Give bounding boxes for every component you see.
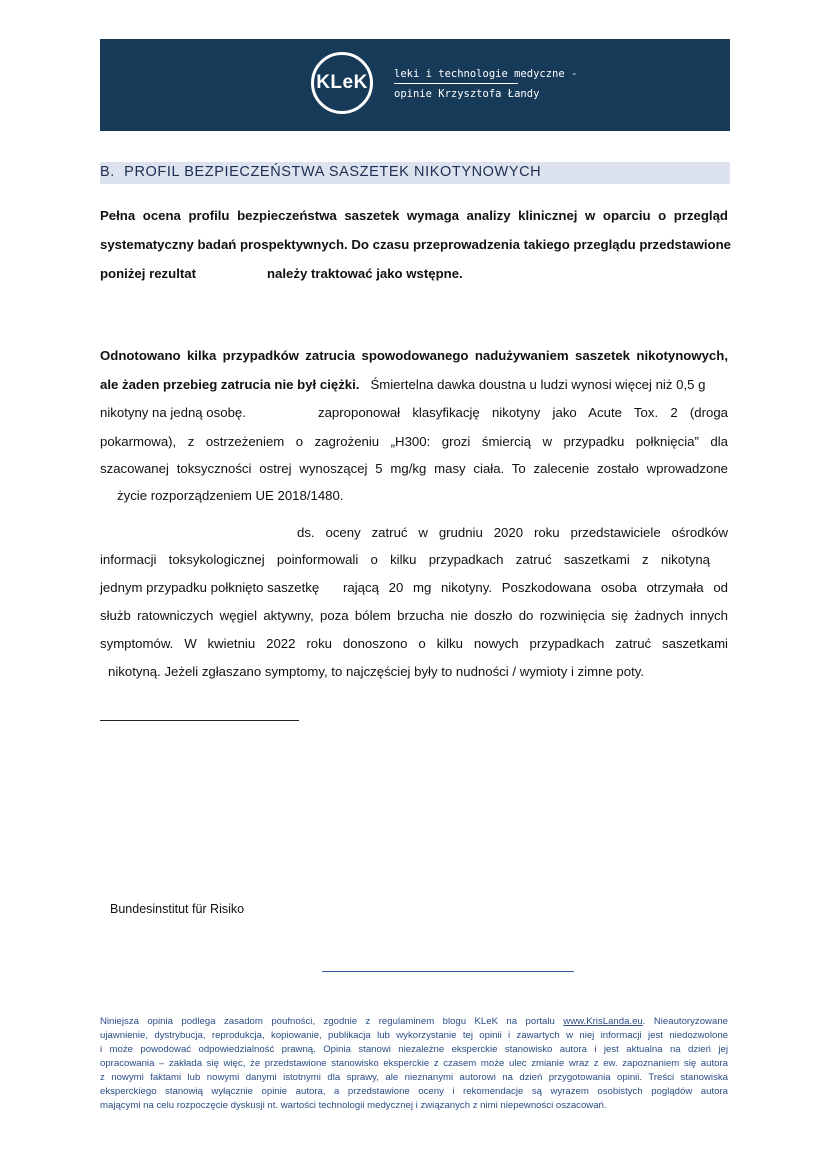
footer-line2: ujawnienie, dystrybucja, reprodukcja, kopiowanie, publikacja lub wykorzystanie tej opinii i zawartych w niej informacji jest niedozwolone (100, 1030, 728, 1041)
paragraph2-line1: Odnotowano kilka przypadków zatrucia spowodowanego nadużywaniem saszetek nikotynowych, (100, 348, 728, 363)
paragraph2-line3a: nikotyny na jedną osobę. (100, 405, 246, 420)
footnote-separator (100, 720, 299, 721)
paragraph1-line3b: należy traktować jako wstępne. (267, 266, 463, 281)
footer-line1-after: . Nieautoryzowane (642, 1016, 728, 1027)
logo-text: KLeK (316, 72, 368, 93)
footer-line7: mającymi na celu rozpoczęcie dyskusji nt. wartości technologii medycznej i związanych z nimi niepewności oszacowań. (100, 1100, 607, 1111)
paragraph2-line2-rest: Śmiertelna dawka doustna u ludzi wynosi więcej niż 0,5 g (370, 377, 706, 392)
klek-logo (311, 52, 373, 114)
paragraph1-line3a: poniżej rezultat (100, 266, 196, 281)
paragraph3-line3b: rającą 20 mg nikotyny. Poszkodowana osoba otrzymała od (343, 580, 728, 595)
paragraph2-line6: życie rozporządzeniem UE 2018/1480. (117, 488, 344, 503)
paragraph3-line6: nikotyną. Jeżeli zgłaszano symptomy, to najczęściej były to nudności / wymioty i zimne poty. (108, 664, 645, 679)
footer-line4: opracowania – zakłada się więc, że przedstawione stanowisko eksperckie z czasem może ulec zmianie wraz z ew. zapoznaniem się autora (100, 1058, 728, 1069)
tagline-line1: leki i technologie medyczne - (394, 68, 578, 80)
header-banner (100, 39, 730, 131)
footer-line6: eksperckiego stanowią wyłącznie opinie autora, a przedstawione oceny i rekomendacje są wyrazem osobistych poglądów autora (100, 1086, 728, 1097)
tagline-divider (394, 83, 518, 84)
section-heading (100, 162, 730, 184)
section-title: PROFIL BEZPIECZEŃSTWA SASZETEK NIKOTYNOWYCH (124, 164, 542, 180)
footer-line1 (100, 1015, 728, 1029)
footer-line5: z nowymi faktami lub nowymi danymi istotnymi dla sprawy, ale nieznanymi autorowi na dzień przygotowania opinii. Treści stanowiska (100, 1072, 728, 1083)
section-heading-text (100, 164, 541, 180)
tagline-line2: opinie Krzysztofa Łandy (394, 88, 540, 100)
paragraph2-line3b: zaproponował klasyfikację nikotyny jako Acute Tox. 2 (droga (318, 405, 728, 420)
paragraph3-line2: informacji toksykologicznej poinformowali o kilku przypadkach zatruć saszetkami z nikotyną (100, 552, 710, 567)
paragraph2-line5: szacowanej toksyczności ostrej wynoszącej 5 mg/kg masy ciała. To zalecenie zostało wprowadzone (100, 461, 728, 476)
paragraph3-line5: symptomów. W kwietniu 2022 roku donoszono o kilku nowych przypadkach zatruć saszetkami (100, 636, 728, 651)
paragraph3-line3a: jednym przypadku połknięto saszetkę (100, 580, 320, 595)
footnote-text: Bundesinstitut für Risiko (110, 902, 245, 916)
footer-disclaimer (100, 1015, 728, 1113)
paragraph2-line2 (100, 377, 705, 392)
footer-line1-text: Niniejsza opinia podlega zasadom poufności, zgodnie z regulaminem blogu KLeK na portalu (100, 1016, 555, 1027)
krislanda-link[interactable]: www.KrisLanda.eu (563, 1016, 643, 1027)
paragraph3-line4: służb ratowniczych węgiel aktywny, poza bólem brzucha nie doszło do rozwinięcia się żadnych innych (100, 608, 728, 623)
paragraph3-line1: ds. oceny zatruć w grudniu 2020 roku przedstawiciele ośrodków (297, 525, 728, 540)
paragraph1-line1: Pełna ocena profilu bezpieczeństwa saszetek wymaga analizy klinicznej w oparciu o przegląd (100, 208, 728, 223)
paragraph2-line2-bold: ale żaden przebieg zatrucia nie był ciężki. (100, 377, 360, 392)
paragraph2-line4: pokarmowa), z ostrzeżeniem o zagrożeniu „H300: grozi śmiercią w przypadku połknięcia” dla (100, 434, 728, 449)
paragraph1-line2: systematyczny badań prospektywnych. Do czasu przeprowadzenia takiego przeglądu przedstawione (100, 237, 731, 252)
section-letter: B. (100, 164, 115, 180)
footer-line3: i może powodować odpowiedzialność prawną. Opinia stanowi niezależne eksperckie stanowisko autora i jest aktualna na dzień jej (100, 1044, 728, 1055)
footer-divider (322, 971, 574, 972)
